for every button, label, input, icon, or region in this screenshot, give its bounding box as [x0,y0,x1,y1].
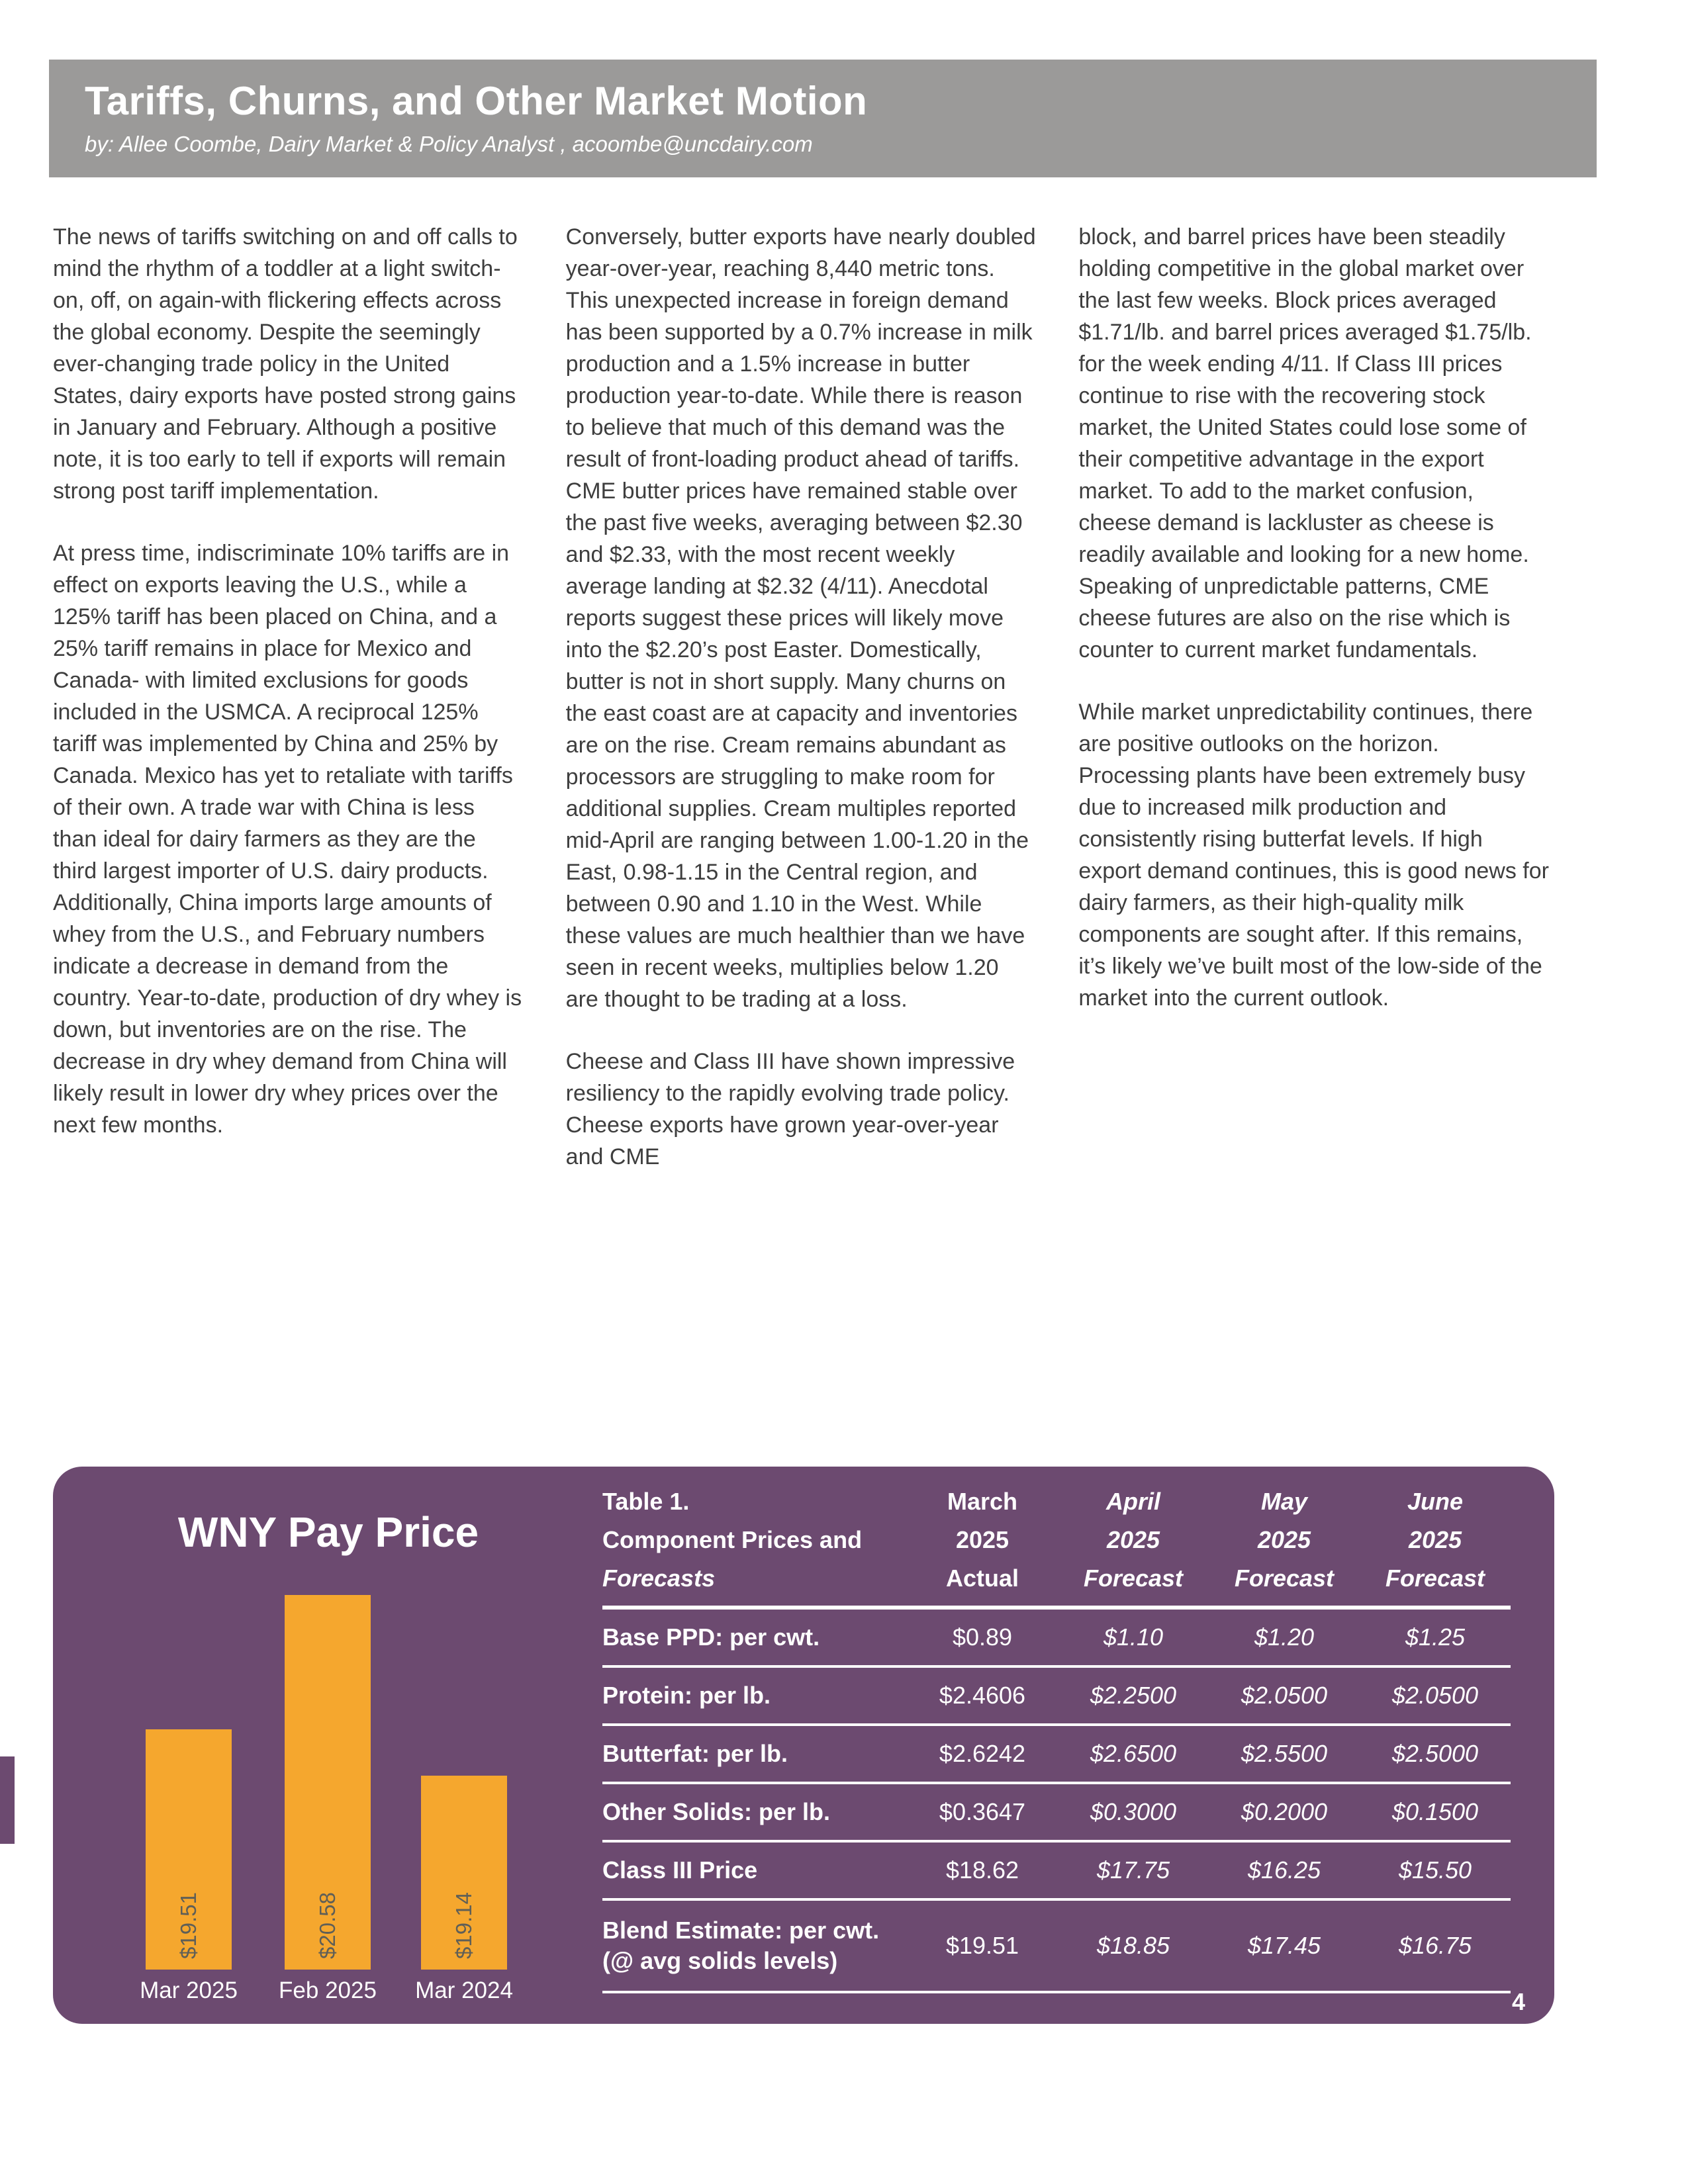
article-column-2 [566,221,1037,1203]
cell-value: $1.25 [1405,1623,1466,1651]
column-header-april: April 2025 Forecast [1083,1488,1184,1592]
row-label: Butterfat: per lb. [602,1740,788,1767]
article-byline: by: Allee Coombe, Dairy Market & Policy Analyst , acoombe@uncdairy.com [85,132,813,156]
cell-value: $0.2000 [1241,1798,1328,1825]
paragraph: block, and barrel prices have been steadily holding competitive in the global market over the last few weeks. Block prices averaged $1.71/lb. and barrel prices averaged $1.75/lb. for the week ending 4/11. If Class III prices continue to rise with the recovering stock market, the United States could lose some of their competitive advantage in the export market. To add to the market confusion, cheese demand is lackluster as cheese is readily available and looking for a new home. Speaking of unpredictable patterns, CME cheese futures are also on the rise which is counter to current market fundamentals. [1078,224,1532,662]
article-column-3 [1078,221,1549,1203]
component-prices-table [602,1482,1511,1993]
page-edge-tab [0,1756,15,1844]
cell-value: $0.1500 [1391,1798,1479,1825]
table-title: Table 1. Component Prices and Forecasts [602,1488,863,1592]
bar-value-label: $19.51 [176,1892,201,1959]
cell-value: $0.3647 [939,1798,1026,1825]
cell-value: $16.75 [1398,1932,1472,1959]
cell-value: $2.5500 [1241,1740,1328,1767]
bar-mar-2025 [146,1729,232,1970]
paragraph: While market unpredictability continues, there are positive outlooks on the horizon. Processing plants have been extremely busy due to increased milk production and consistently rising butterfat levels. If high export demand continues, this is good news for dairy farmers, as their high-quality milk components are sought after. If this remains, it’s likely we’ve built most of the low-side of the market into the current outlook. [1078,700,1549,1011]
cell-value: $2.6500 [1090,1740,1177,1767]
table-row [602,1843,1511,1901]
chart-title: WNY Pay Price [177,1508,479,1556]
row-label: Base PPD: per cwt. [602,1623,820,1651]
cell-value: $19.51 [945,1932,1019,1959]
article-column-1 [53,221,524,1203]
paragraph: The news of tariffs switching on and off calls to mind the rhythm of a toddler at a light switch-on, off, on again-with flickering effects across the global economy. Despite the seemingly ever-changing trade policy in the United States, dairy exports have posted strong gains in January and February. Although a positive note, it is too early to tell if exports will remain strong post tariff implementation. [53,224,518,504]
table-row [602,1668,1511,1726]
article-body [53,221,1549,1203]
column-header-june: June 2025 Forecast [1385,1488,1485,1592]
bar-feb-2025 [285,1595,371,1970]
row-label: Protein: per lb. [602,1682,771,1709]
row-label: Blend Estimate: per cwt. (@ avg solids levels) [602,1917,880,1974]
row-label: Class III Price [602,1856,758,1884]
cell-value: $18.62 [945,1856,1019,1884]
table-header-row [602,1482,1511,1610]
cell-value: $2.0500 [1391,1682,1479,1709]
cell-value: $2.5000 [1391,1740,1479,1767]
x-axis-label: Feb 2025 [279,1978,377,2003]
paragraph: Conversely, butter exports have nearly doubled year-over-year, reaching 8,440 metric tons. This unexpected increase in foreign demand has been supported by a 0.7% increase in milk production and a 1.5% increase in butter production year-to-date. While there is reason to believe that much of this demand was the result of front-loading product ahead of tariffs. CME butter prices have remained stable over the past five weeks, averaging between $2.30 and $2.33, with the most recent weekly average landing at $2.32 (4/11). Anecdotal reports suggest these prices will likely move into the $2.20’s post Easter. Domestically, butter is not in short supply. Many churns on the east coast are at capacity and inventories are on the rise. Cream remains abundant as processors are struggling to make room for additional supplies. Cream multiples reported mid-April are ranging between 1.00-1.20 in the East, 0.98-1.15 in the Central region, and between 0.90 and 1.10 in the West. While these values are much healthier than we have seen in recent weeks, multiplies below 1.20 are thought to be trading at a loss. [565,224,1036,1012]
market-data-panel [53,1467,1554,2024]
bar-mar-2024 [421,1776,507,1970]
table-row [602,1901,1511,1993]
paragraph: At press time, indiscriminate 10% tariffs are in effect on exports leaving the U.S., while a 125% tariff has been placed on China, and a 25% tariff remains in place for Mexico and Canada- with limited exclusions for goods included in the USMCA. A reciprocal 125% tariff was implemented by China and 25% by Canada. Mexico has yet to retaliate with tariffs of their own. A trade war with China is less than ideal for dairy farmers as they are the third largest importer of U.S. dairy products. Additionally, China imports large amounts of whey from the U.S., and February numbers indicate a decrease in demand from the country. Year-to-date, production of dry whey is down, but inventories are on the rise. The decrease in dry whey demand from China will likely result in lower dry whey prices over the next few months. [53,541,522,1138]
table-row [602,1726,1511,1784]
cell-value: $18.85 [1096,1932,1170,1959]
bar-value-label: $19.14 [451,1892,476,1959]
cell-value: $16.25 [1247,1856,1321,1884]
column-header-march: March 2025 Actual [945,1488,1019,1592]
article-header [49,60,1597,177]
cell-value: $2.0500 [1241,1682,1328,1709]
cell-value: $1.10 [1103,1623,1164,1651]
article-title: Tariffs, Churns, and Other Market Motion [85,79,868,123]
x-axis-label: Mar 2024 [415,1978,513,2003]
cell-value: $15.50 [1398,1856,1472,1884]
bar-value-label: $20.58 [315,1892,340,1959]
cell-value: $2.6242 [939,1740,1026,1767]
row-label: Other Solids: per lb. [602,1798,831,1825]
cell-value: $2.2500 [1090,1682,1177,1709]
table-row [602,1784,1511,1843]
cell-value: $17.45 [1247,1932,1321,1959]
cell-value: $1.20 [1254,1623,1315,1651]
cell-value: $0.89 [952,1623,1013,1651]
x-axis-label: Mar 2025 [140,1978,238,2003]
column-header-may: May 2025 Forecast [1234,1488,1335,1592]
cell-value: $2.4606 [939,1682,1026,1709]
cell-value: $0.3000 [1090,1798,1177,1825]
table-row [602,1610,1511,1668]
page-number: 4 [1511,1988,1525,2015]
paragraph: Cheese and Class III have shown impressive resiliency to the rapidly evolving trade policy. Cheese exports have grown year-over-year and CME [565,1049,1015,1169]
cell-value: $17.75 [1096,1856,1170,1884]
wny-pay-price-chart [53,1467,602,1970]
